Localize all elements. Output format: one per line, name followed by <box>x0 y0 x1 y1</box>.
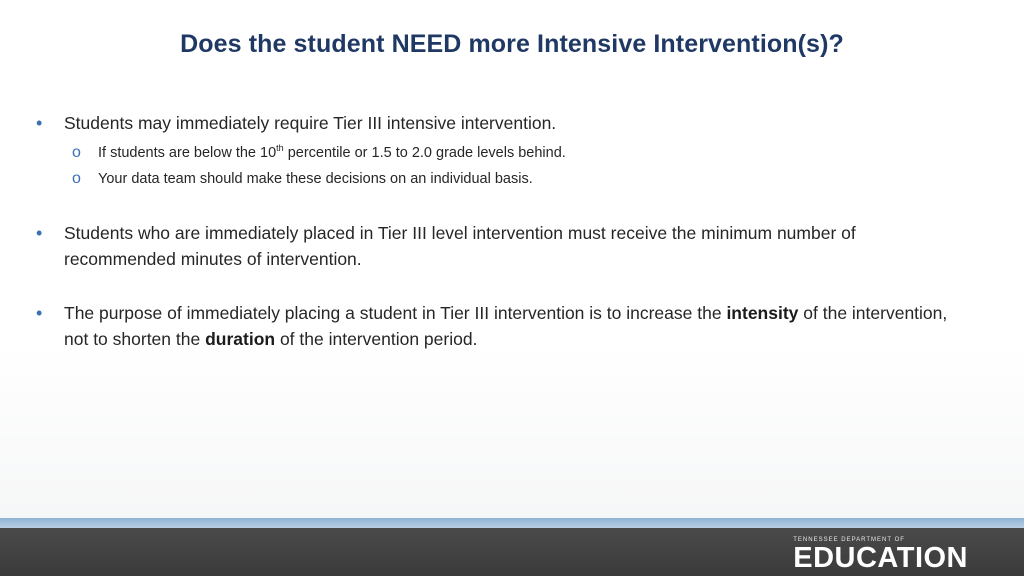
bold-intensity: intensity <box>726 303 799 323</box>
bullet-text-post: of the intervention period. <box>275 329 478 349</box>
bullet-text: Students who are immediately placed in Tier III level intervention must receive the minimum number of recommended minutes of intervention. <box>64 223 856 269</box>
sub-bullet-text <box>98 145 566 161</box>
bullet-item <box>36 220 966 272</box>
sub-bullet-item <box>36 168 966 190</box>
sub-bullet-ring-icon: o <box>72 144 81 161</box>
slide-title: Does the student NEED more Intensive Intervention(s)? <box>180 30 844 58</box>
bullet-text-mid: of the intervention, not to shorten the <box>64 303 948 349</box>
bullet-dot-icon: • <box>36 303 43 323</box>
bold-duration: duration <box>205 329 276 349</box>
bullet-text <box>64 303 947 349</box>
bullet-dot-icon: • <box>36 223 43 243</box>
sub-bullet-text: Your data team should make these decisions on an individual basis. <box>98 171 533 187</box>
bullet-dot-icon: • <box>36 113 43 133</box>
footer-stripe <box>0 518 1024 528</box>
logo-top-text: TENNESSEE DEPARTMENT OF <box>793 537 905 543</box>
superscript-th: th <box>276 143 284 154</box>
tn-education-logo <box>793 537 968 572</box>
sub-bullet-text-post: percentile or 1.5 to 2.0 grade levels behind. <box>283 145 566 161</box>
sub-bullet-text-pre: If students are below the 10 <box>98 145 277 161</box>
bullet-text-pre: The purpose of immediately placing a student in Tier III intervention is to increase the <box>64 303 727 323</box>
logo-main-text: EDUCATION <box>793 542 968 574</box>
bullet-text: Students may immediately require Tier III intensive intervention. <box>64 113 557 133</box>
bullet-item <box>36 110 966 136</box>
slide-content <box>36 110 966 352</box>
sub-bullet-item <box>36 142 966 164</box>
sub-bullet-ring-icon: o <box>72 170 81 187</box>
bullet-item <box>36 300 966 352</box>
